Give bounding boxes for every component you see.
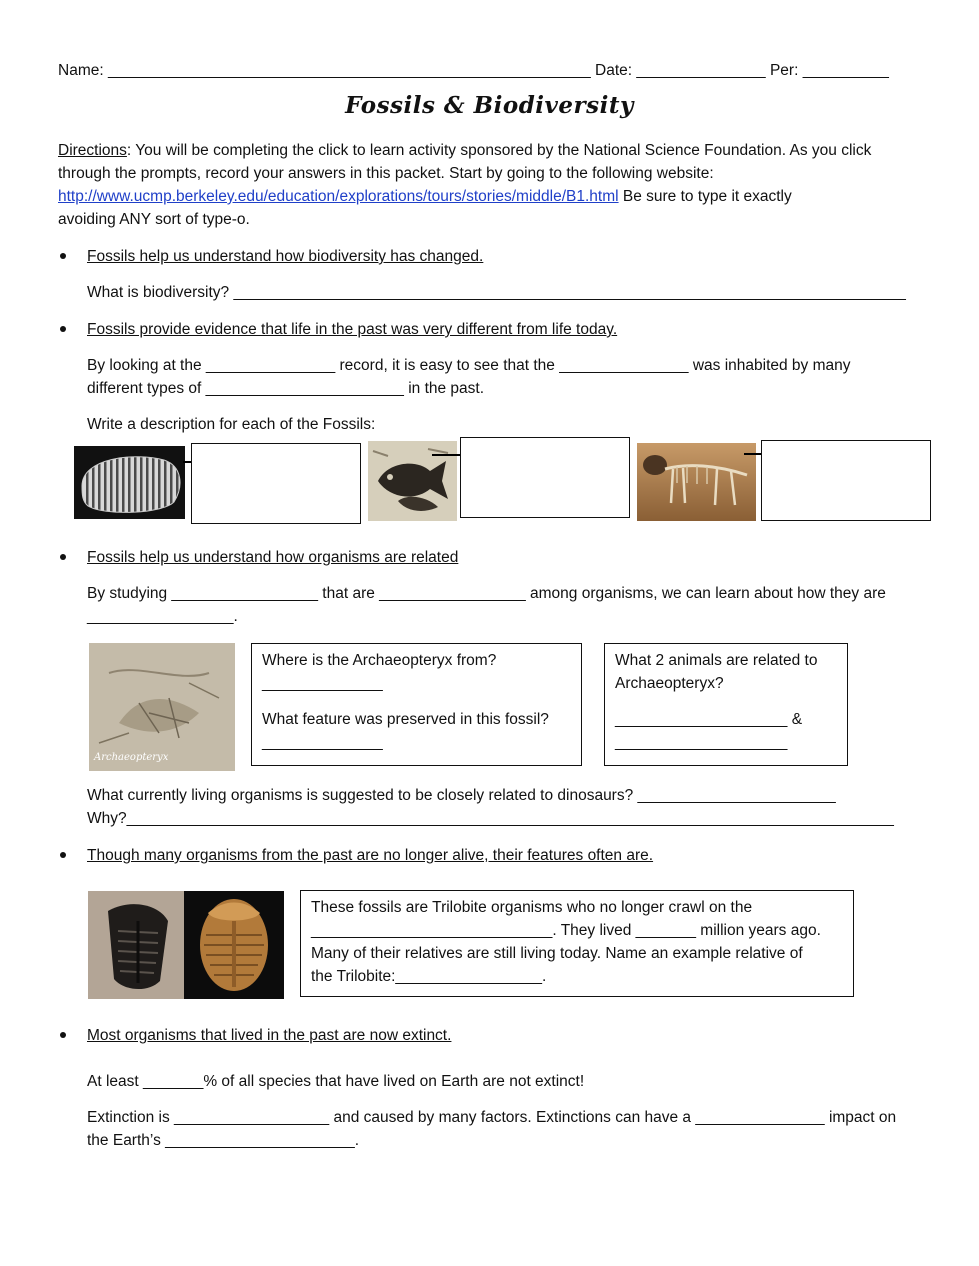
directions-label: Directions xyxy=(58,142,127,159)
trilobite-golden-icon xyxy=(184,891,284,999)
trilobite-line-4[interactable]: the Trilobite:_________________. xyxy=(311,968,547,985)
origin-question: Where is the Archaeopteryx from? xyxy=(262,652,497,669)
fossil-image-2 xyxy=(368,441,457,521)
extinction-line-2: the Earth’s ______________________. xyxy=(87,1132,360,1149)
fossil-image-1 xyxy=(74,446,185,519)
archaeopteryx-image xyxy=(89,643,235,771)
trilobite-image-1 xyxy=(88,891,184,999)
section3-heading: Fossils help us understand how organisms are related xyxy=(87,549,459,566)
dinosaur-relatives-question: What currently living organisms is suggested to be closely related to dinosaurs? _______________________ xyxy=(87,787,836,804)
name-date-period-line: Name: ________________________________________________________ Date: _______________ Per: __________ xyxy=(58,62,889,79)
directions-line-1 xyxy=(58,139,871,162)
section5-heading: Most organisms that lived in the past are now extinct. xyxy=(87,1027,452,1044)
related-animals-answer-2[interactable]: ____________________ xyxy=(615,734,788,751)
fish-fossil-icon xyxy=(368,441,457,521)
feature-question: What feature was preserved in this fossil? xyxy=(262,711,549,728)
directions-line-4: avoiding ANY sort of type-o. xyxy=(58,211,250,228)
origin-answer-blank[interactable]: ______________ xyxy=(262,675,383,692)
related-line-1: By studying _________________ that are _________________ among organisms, we can learn about how they are xyxy=(87,585,886,602)
section4-heading: Though many organisms from the past are no longer alive, their features often are. xyxy=(87,847,654,864)
related-animals-question-1: What 2 animals are related to xyxy=(615,652,818,669)
website-link[interactable]: http://www.ucmp.berkeley.edu/education/explorations/tours/stories/middle/B1.html xyxy=(58,188,619,205)
bullet-icon xyxy=(58,1030,68,1040)
bullet-icon xyxy=(58,552,68,562)
bullet-icon xyxy=(58,850,68,860)
bullet-icon xyxy=(58,251,68,261)
trilobite-line-3: Many of their relatives are still living today. Name an example relative of xyxy=(311,945,803,962)
related-animals-box xyxy=(604,643,848,766)
trilobite-line-2[interactable]: ____________________________. They lived _______ million years ago. xyxy=(311,922,821,939)
dinosaur-skeleton-icon xyxy=(637,443,756,521)
fossil-description-box-2[interactable] xyxy=(460,437,630,518)
archaeopteryx-caption: Archaeopteryx xyxy=(94,752,169,763)
extinction-line-1: Extinction is __________________ and caused by many factors. Extinctions can have a _______________ impact on xyxy=(87,1109,897,1126)
striped-fossil-icon xyxy=(74,446,185,519)
description-prompt: Write a description for each of the Fossils: xyxy=(87,416,376,433)
related-animals-answer-1[interactable]: ____________________ & xyxy=(615,711,803,728)
section2-heading: Fossils provide evidence that life in the past was very different from life today. xyxy=(87,321,618,338)
trilobite-image-2 xyxy=(184,891,284,999)
section1-heading: Fossils help us understand how biodiversity has changed. xyxy=(87,248,484,265)
directions-line-3 xyxy=(58,185,792,208)
why-question: Why?_________________________________________________________________________________________ xyxy=(87,810,894,827)
directions-after-link: Be sure to type it exactly xyxy=(618,188,792,205)
archaeopteryx-question-box xyxy=(251,643,582,766)
fossil-image-3 xyxy=(637,443,756,521)
page-title: Fossils & Biodiversity xyxy=(345,92,634,119)
fossil-description-box-1[interactable] xyxy=(191,443,361,524)
feature-answer-blank[interactable]: ______________ xyxy=(262,734,383,751)
related-line-2: _________________. xyxy=(87,608,238,625)
trilobite-dark-icon xyxy=(88,891,184,999)
directions-text: : You will be completing the click to learn activity sponsored by the National Science Foundation. As you click xyxy=(126,142,872,159)
fossil-record-line-2: different types of _______________________ in the past. xyxy=(87,380,485,397)
trilobite-line-1: These fossils are Trilobite organisms who no longer crawl on the xyxy=(311,899,753,916)
fossil-description-box-3[interactable] xyxy=(761,440,931,521)
directions-line-2: through the prompts, record your answers in this packet. Start by going to the following website: xyxy=(58,165,714,182)
bullet-icon xyxy=(58,324,68,334)
extinct-percent-line: At least _______% of all species that have lived on Earth are not extinct! xyxy=(87,1073,585,1090)
biodiversity-question: What is biodiversity? ______________________________________________________________________________ xyxy=(87,284,906,301)
related-animals-question-2: Archaeopteryx? xyxy=(615,675,724,692)
trilobite-question-box xyxy=(300,890,854,997)
fossil-record-line-1: By looking at the _______________ record, it is easy to see that the _______________ was inhabited by many xyxy=(87,357,851,374)
